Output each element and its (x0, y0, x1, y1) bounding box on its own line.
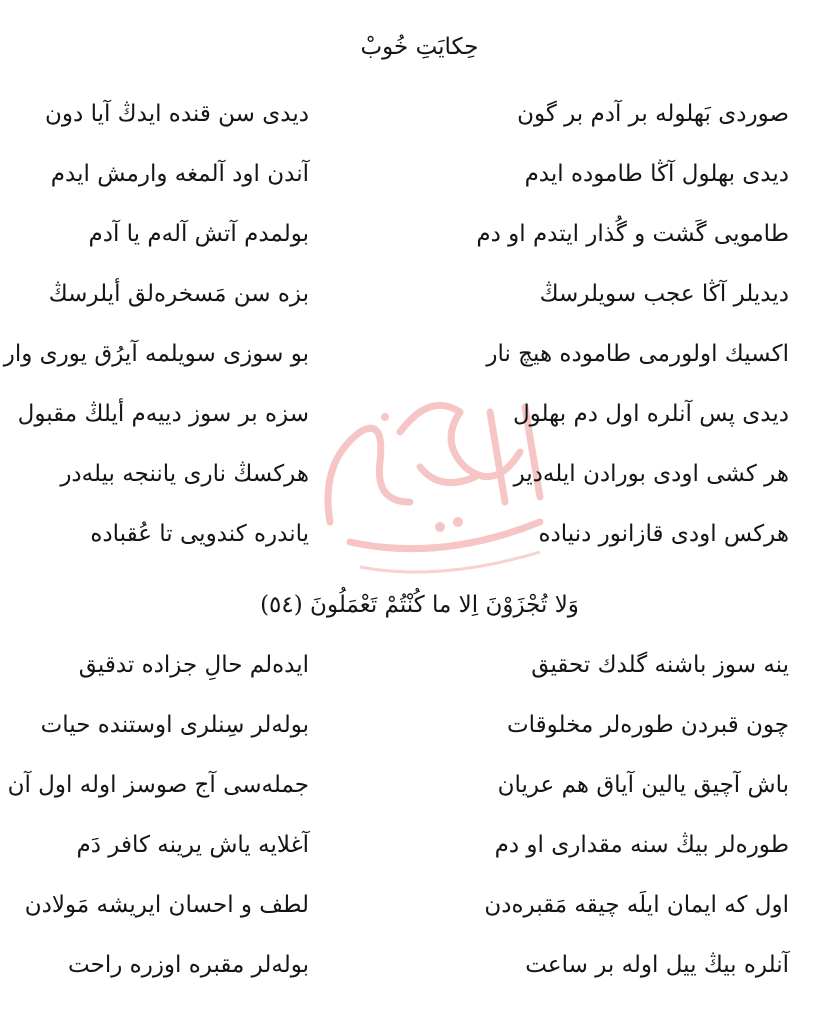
verse-line (0, 705, 839, 745)
verse-line (0, 394, 839, 434)
hemistich-second: سزه بر سوز دیيەم أیلڭ مقبول (17, 401, 309, 427)
verse-line (0, 945, 839, 985)
hemistich-first: ینه سوز باشنه گلدك تحقیق (531, 652, 789, 678)
hemistich-first: اول که ایمان ایلَه چیقه مَقبرەدن (484, 892, 789, 918)
hemistich-second: هرکسڭ ناری یاننجه بیلەدر (60, 461, 309, 487)
hemistich-first: دیدی بهلول آڭا طاموده ایدم (524, 161, 789, 187)
hemistich-second: آندن اود آلمغه وارمش ایدم (50, 161, 309, 187)
hemistich-second: لطف و احسان ایریشه مَولادن (24, 892, 309, 918)
verse-line (0, 94, 839, 134)
verse-line (0, 214, 839, 254)
hemistich-first: دیدی پس آنلره اول دم بهلول (512, 401, 789, 427)
hemistich-second: بولەلر سِنلری اوستنده حیات (40, 712, 309, 738)
hemistich-first: باش آچیق یالین آیاق هم عریان (497, 772, 789, 798)
poem-title: حِکایَتِ خُوبْ (360, 34, 479, 60)
hemistich-first: اکسیك اولورمی طاموده هیچ نار (486, 341, 789, 367)
hemistich-first: طامویی گَشت و گُذار ایتدم او دم (476, 221, 789, 247)
verse-line (0, 154, 839, 194)
hemistich-second: بولەلر مقبره اوزره راحت (68, 952, 309, 978)
hemistich-first: آنلره بیڭ ییل اوله بر ساعت (525, 952, 789, 978)
verse-line (0, 514, 839, 554)
hemistich-second: جملەسی آج صوسز اوله اول آن (7, 772, 309, 798)
hemistich-first: هر کشی اودی بورادن ایلەدیر (513, 461, 789, 487)
hemistich-first: صوردی بَهلوله بر آدم بر گون (517, 101, 789, 127)
hemistich-second: ایدەلم حالِ جزاده تدقیق (78, 652, 309, 678)
verse-line (0, 645, 839, 685)
verse-line (0, 274, 839, 314)
quran-verse: وَلا تُجْزَوْنَ اِلا ما کُنْتُمْ تَعْمَلُونَ (٥٤) (260, 592, 579, 618)
verse-line (0, 454, 839, 494)
hemistich-first: طورەلر بیڭ سنه مقداری او دم (494, 832, 789, 858)
hemistich-second: بو سوزی سویلمه آیرُق یوری وار (3, 341, 309, 367)
hemistich-first: چون قبردن طورەلر مخلوقات (506, 712, 789, 738)
verse-line (0, 825, 839, 865)
hemistich-second: بزه سن مَسخرەلق أیلرسڭ (48, 281, 309, 307)
hemistich-second: آغلایه یاش یرینه کافر دَم (76, 832, 309, 858)
verse-line (0, 765, 839, 805)
hemistich-first: دیدیلر آڭا عجب سویلرسڭ (539, 281, 789, 307)
verse-line (0, 334, 839, 374)
hemistich-second: بولمدم آتش آلەم یا آدم (88, 221, 309, 247)
verse-line (0, 885, 839, 925)
hemistich-second: یاندره کندویی تا عُقباده (90, 521, 309, 547)
hemistich-second: دیدی سن قنده ایدڭ آیا دون (45, 101, 309, 127)
hemistich-first: هرکس اودی قازانور دنیاده (538, 521, 789, 547)
